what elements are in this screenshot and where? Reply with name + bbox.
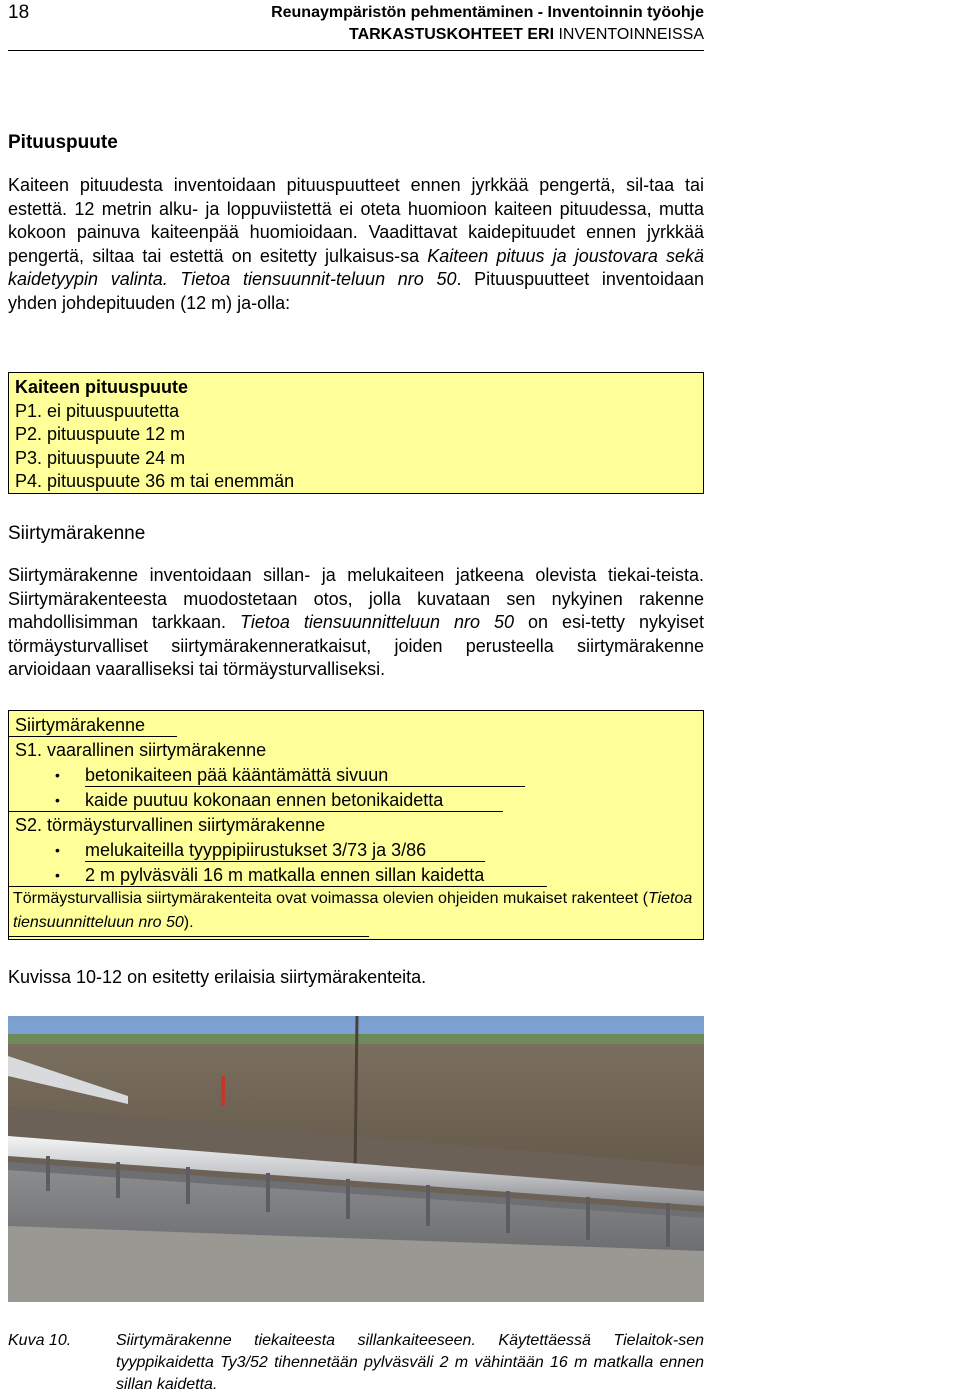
header-rule (8, 50, 704, 51)
figure-caption: Siirtymärakenne tiekaiteesta sillankaiteeseen. Käytettäessä Tielaitok-sen tyyppikaidetta Ty3/52 tihennetään pylväsväli 2 m vähintään 16 m matkalla ennen sillan kaidetta. (116, 1332, 704, 1393)
pituuspuute-classification-box (8, 372, 704, 494)
paragraph-siirtymarakenne: Siirtymärakenne inventoidaan sillan- ja melukaiteen jatkeena olevista tiekai-teista. Siirtymärakenteesta muodostetaan otos, jolla kuvataan sen nykyinen rakenne mahdollisimman tarkkaan. Tietoa tiensuunnitteluun nro 50 on esi-tetty nykyiset törmäysturvalliset siirtymärakenneratkaisut, joiden perusteella siirtymärakenne arvioidaan vaaralliseksi tai törmäysturvalliseksi. (8, 565, 704, 679)
siirtymarakenne-classification-box (8, 710, 704, 940)
heading-pituuspuute: Pituuspuute (8, 132, 118, 153)
bullet-icon: • (55, 767, 60, 783)
page-number: 18 (8, 2, 30, 23)
guardrail-photo (8, 1016, 704, 1302)
list-item: betonikaiteen pää kääntämättä sivuun (85, 765, 389, 785)
underline (9, 736, 177, 737)
figure-label: Kuva 10. (8, 1332, 72, 1349)
section-title: TARKASTUSKOHTEET ERI INVENTOINNEISSA (348, 26, 704, 43)
box-title: Kaiteen pituuspuute (15, 377, 189, 397)
list-item: P1. ei pituuspuutetta (15, 400, 180, 421)
bullet-icon: • (55, 867, 60, 883)
list-item: P2. pituuspuute 12 m (15, 424, 186, 444)
underline (9, 936, 369, 937)
box-title: Siirtymärakenne (15, 715, 146, 735)
photo-guardrail-transition (8, 1016, 704, 1302)
bullet-icon: • (55, 842, 60, 858)
underline (85, 786, 525, 787)
paragraph-pituuspuute: Kaiteen pituudesta inventoidaan pituuspuutteet ennen jyrkkää pengertä, sil-taa tai estettä. 12 metrin alku- ja loppuviistettä ei oteta huomioon kaiteen pituudessa, mutta kokoon painuva kaiteenpää huomioidaan. Vaadittavat kaidepituudet ennen jyrkkää pengertä, siltaa tai estettä on esitetty julkaisus-sa Kaiteen pituus ja joustovara sekä kaidetyypin valinta. Tietoa tiensuunnit-teluun nro 50. Pituuspuutteet inventoidaan yhden johdepituuden (12 m) ja-olla: (8, 175, 704, 313)
figure-intro: Kuvissa 10-12 on esitetty erilaisia siirtymärakenteita. (8, 967, 427, 987)
list-item: 2 m pylväsväli 16 m matkalla ennen sillan kaidetta (85, 865, 485, 885)
list-item: melukaiteilla tyyppipiirustukset 3/73 ja 3/86 (85, 840, 427, 860)
bullet-icon: • (55, 792, 60, 808)
heading-siirtymarakenne: Siirtymärakenne (8, 523, 146, 544)
box-note: Törmäysturvallisia siirtymärakenteita ovat voimassa olevien ohjeiden mukaiset rakenteet (Tietoa tiensuunnitteluun nro 50). (13, 890, 693, 931)
class-s2: S2. törmäysturvallinen siirtymärakenne (15, 815, 326, 835)
document-title: Reunaympäristön pehmentäminen - Inventoinnin työohje (271, 4, 704, 21)
underline (85, 861, 485, 862)
underline (9, 811, 503, 812)
list-item: P3. pituuspuute 24 m (15, 447, 186, 468)
list-item: P4. pituuspuute 36 m tai enemmän (15, 471, 295, 491)
class-s1: S1. vaarallinen siirtymärakenne (15, 740, 267, 760)
list-item: kaide puutuu kokonaan ennen betonikaidetta (85, 790, 444, 810)
running-header (271, 2, 704, 46)
